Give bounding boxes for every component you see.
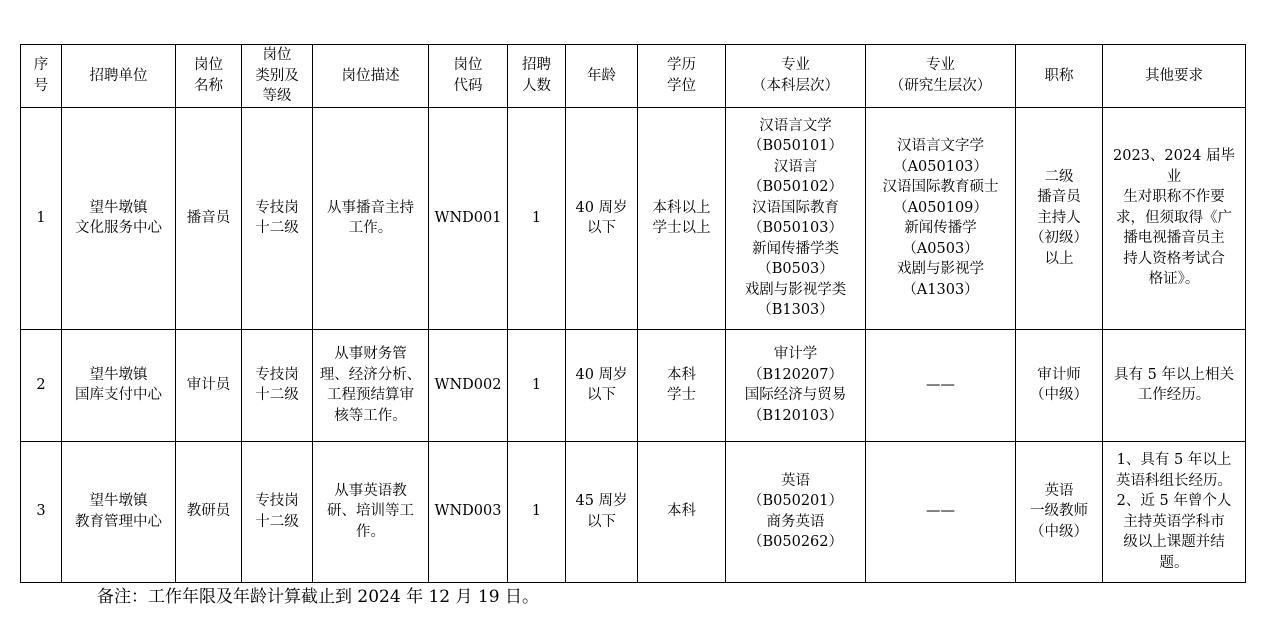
table-row bbox=[21, 107, 1246, 329]
header-major-bachelor: 专业 （本科层次） bbox=[726, 45, 866, 108]
recruitment-table bbox=[20, 44, 1246, 583]
header-category: 岗位 类别及 等级 bbox=[242, 45, 313, 108]
cell-title: 审计师 （中级） bbox=[1016, 329, 1103, 441]
header-title: 职称 bbox=[1016, 45, 1103, 108]
header-no: 序 号 bbox=[21, 45, 62, 108]
cell-title: 英语 一级教师 （中级） bbox=[1016, 441, 1103, 582]
cell-count: 1 bbox=[508, 329, 566, 441]
header-major-graduate: 专业 （研究生层次） bbox=[866, 45, 1016, 108]
cell-description: 从事播音主持 工作。 bbox=[313, 107, 429, 329]
cell-count: 1 bbox=[508, 441, 566, 582]
cell-education: 本科 学士 bbox=[638, 329, 726, 441]
cell-title: 二级 播音员 主持人 （初级） 以上 bbox=[1016, 107, 1103, 329]
cell-category: 专技岗 十二级 bbox=[242, 107, 313, 329]
cell-no: 2 bbox=[21, 329, 62, 441]
cell-category: 专技岗 十二级 bbox=[242, 329, 313, 441]
cell-description: 从事英语教 研、培训等工 作。 bbox=[313, 441, 429, 582]
cell-unit: 望牛墩镇 国库支付中心 bbox=[62, 329, 176, 441]
cell-post-name: 审计员 bbox=[176, 329, 242, 441]
table-header-row bbox=[21, 45, 1246, 108]
cell-count: 1 bbox=[508, 107, 566, 329]
footnote: 备注：工作年限及年龄计算截止到 2024 年 12 月 19 日。 bbox=[97, 587, 539, 607]
cell-category: 专技岗 十二级 bbox=[242, 441, 313, 582]
cell-major-bachelor: 汉语言文学 （B050101） 汉语言 （B050102） 汉语国际教育 （B050103） 新闻传播学类 （B0503） 戏剧与影视学类 （B1303） bbox=[726, 107, 866, 329]
cell-unit: 望牛墩镇 教育管理中心 bbox=[62, 441, 176, 582]
cell-major-bachelor: 英语 （B050201） 商务英语 （B050262） bbox=[726, 441, 866, 582]
cell-description: 从事财务管 理、经济分析、 工程预结算审 核等工作。 bbox=[313, 329, 429, 441]
cell-major-graduate: 汉语言文字学 （A050103） 汉语国际教育硕士 （A050109） 新闻传播学 （A0503） 戏剧与影视学 （A1303） bbox=[866, 107, 1016, 329]
header-post-name: 岗位 名称 bbox=[176, 45, 242, 108]
cell-other: 2023、2024 届毕业 生对职称不作要 求，但须取得《广 播电视播音员主 持人资格考试合 格证》。 bbox=[1103, 107, 1246, 329]
header-other: 其他要求 bbox=[1103, 45, 1246, 108]
cell-code: WND001 bbox=[429, 107, 508, 329]
header-count: 招聘 人数 bbox=[508, 45, 566, 108]
cell-post-name: 教研员 bbox=[176, 441, 242, 582]
cell-education: 本科以上 学士以上 bbox=[638, 107, 726, 329]
cell-other: 具有 5 年以上相关 工作经历。 bbox=[1103, 329, 1246, 441]
header-code: 岗位 代码 bbox=[429, 45, 508, 108]
header-age: 年龄 bbox=[566, 45, 638, 108]
cell-other: 1、具有 5 年以上 英语科组长经历。 2、近 5 年曾个人 主持英语学科市 级以上课题并结 题。 bbox=[1103, 441, 1246, 582]
header-description: 岗位描述 bbox=[313, 45, 429, 108]
cell-age: 45 周岁 以下 bbox=[566, 441, 638, 582]
cell-age: 40 周岁 以下 bbox=[566, 107, 638, 329]
cell-code: WND002 bbox=[429, 329, 508, 441]
cell-major-bachelor: 审计学 （B120207） 国际经济与贸易 （B120103） bbox=[726, 329, 866, 441]
cell-no: 1 bbox=[21, 107, 62, 329]
cell-code: WND003 bbox=[429, 441, 508, 582]
header-unit: 招聘单位 bbox=[62, 45, 176, 108]
header-education: 学历 学位 bbox=[638, 45, 726, 108]
cell-post-name: 播音员 bbox=[176, 107, 242, 329]
cell-education: 本科 bbox=[638, 441, 726, 582]
cell-major-graduate: —— bbox=[866, 441, 1016, 582]
cell-no: 3 bbox=[21, 441, 62, 582]
cell-age: 40 周岁 以下 bbox=[566, 329, 638, 441]
cell-unit: 望牛墩镇 文化服务中心 bbox=[62, 107, 176, 329]
table-row bbox=[21, 441, 1246, 582]
cell-major-graduate: —— bbox=[866, 329, 1016, 441]
table-row bbox=[21, 329, 1246, 441]
